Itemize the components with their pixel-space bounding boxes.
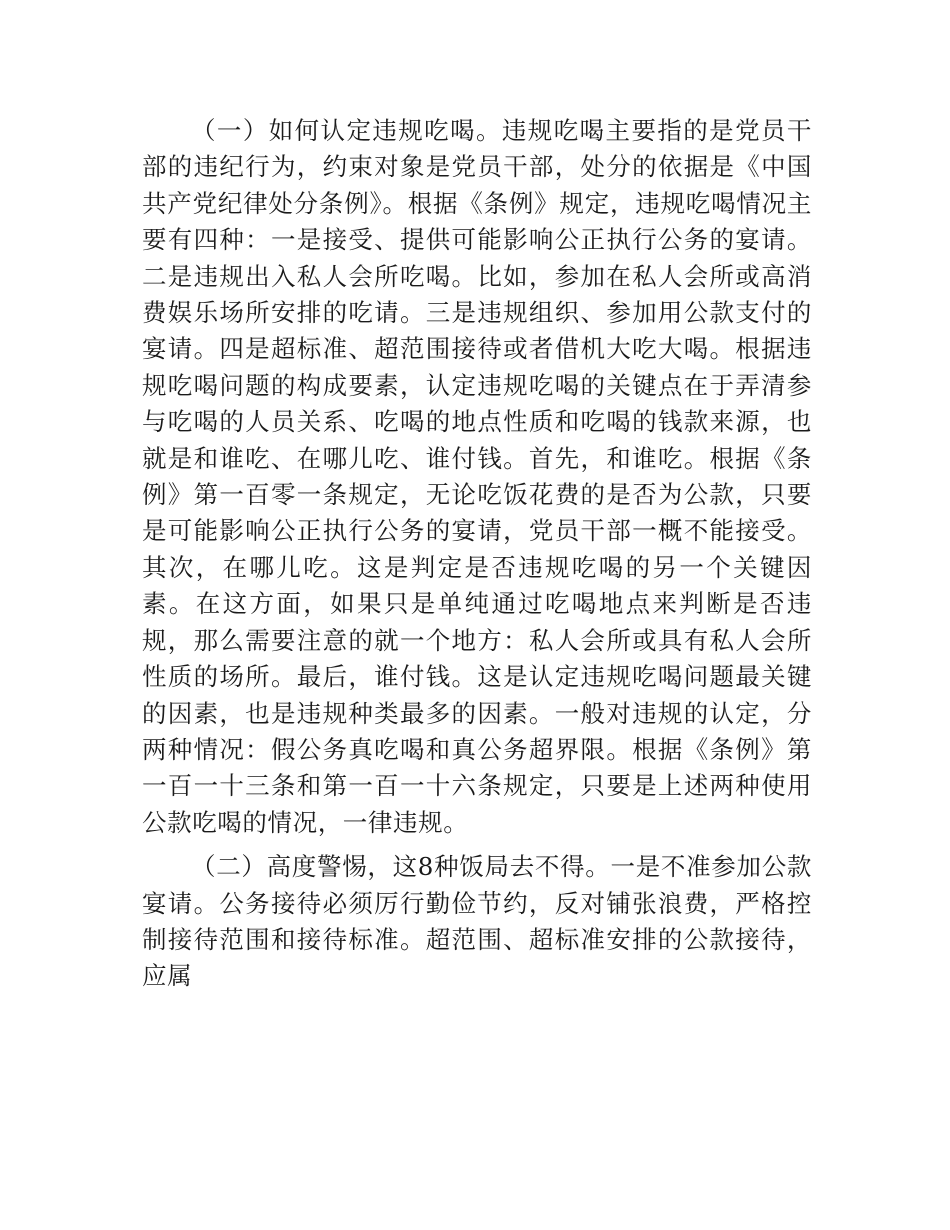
paragraph-1: （一）如何认定违规吃喝。违规吃喝主要指的是党员干部的违纪行为，约束对象是党员干部，处分的依据是《中国共产党纪律处分条例》。根据《条例》规定，违规吃喝情况主要有四种：一是接受、提供可能影响公正执行公务的宴请。二是违规出入私人会所吃喝。比如，参加在私人会所或高消费娱乐场所安排的吃请。三是违规组织、参加用公款支付的宴请。四是超标准、超范围接待或者借机大吃大喝。根据违规吃喝问题的构成要素，认定违规吃喝的关键点在于弄清参与吃喝的人员关系、吃喝的地点性质和吃喝的钱款来源，也就是和谁吃、在哪儿吃、谁付钱。首先，和谁吃。根据《条例》第一百零一条规定，无论吃饭花费的是否为公款，只要是可能影响公正执行公务的宴请，党员干部一概不能接受。其次，在哪儿吃。这是判定是否违规吃喝的另一个关键因素。在这方面，如果只是单纯通过吃喝地点来判断是否违规，那么需要注意的就一个地方：私人会所或具有私人会所性质的场所。最后，谁付钱。这是认定违规吃喝问题最关键的因素，也是违规种类最多的因素。一般对违规的认定，分两种情况：假公务真吃喝和真公务超界限。根据《条例》第一百一十三条和第一百一十六条规定，只要是上述两种使用公款吃喝的情况，一律违规。 bbox=[142, 116, 812, 837]
paragraph-2: （二）高度警惕，这8种饭局去不得。一是不准参加公款宴请。公务接待必须厉行勤俭节约，反对铺张浪费，严格控制接待范围和接待标准。超范围、超标准安排的公款接待，应属 bbox=[142, 852, 812, 991]
document-body bbox=[142, 113, 812, 995]
